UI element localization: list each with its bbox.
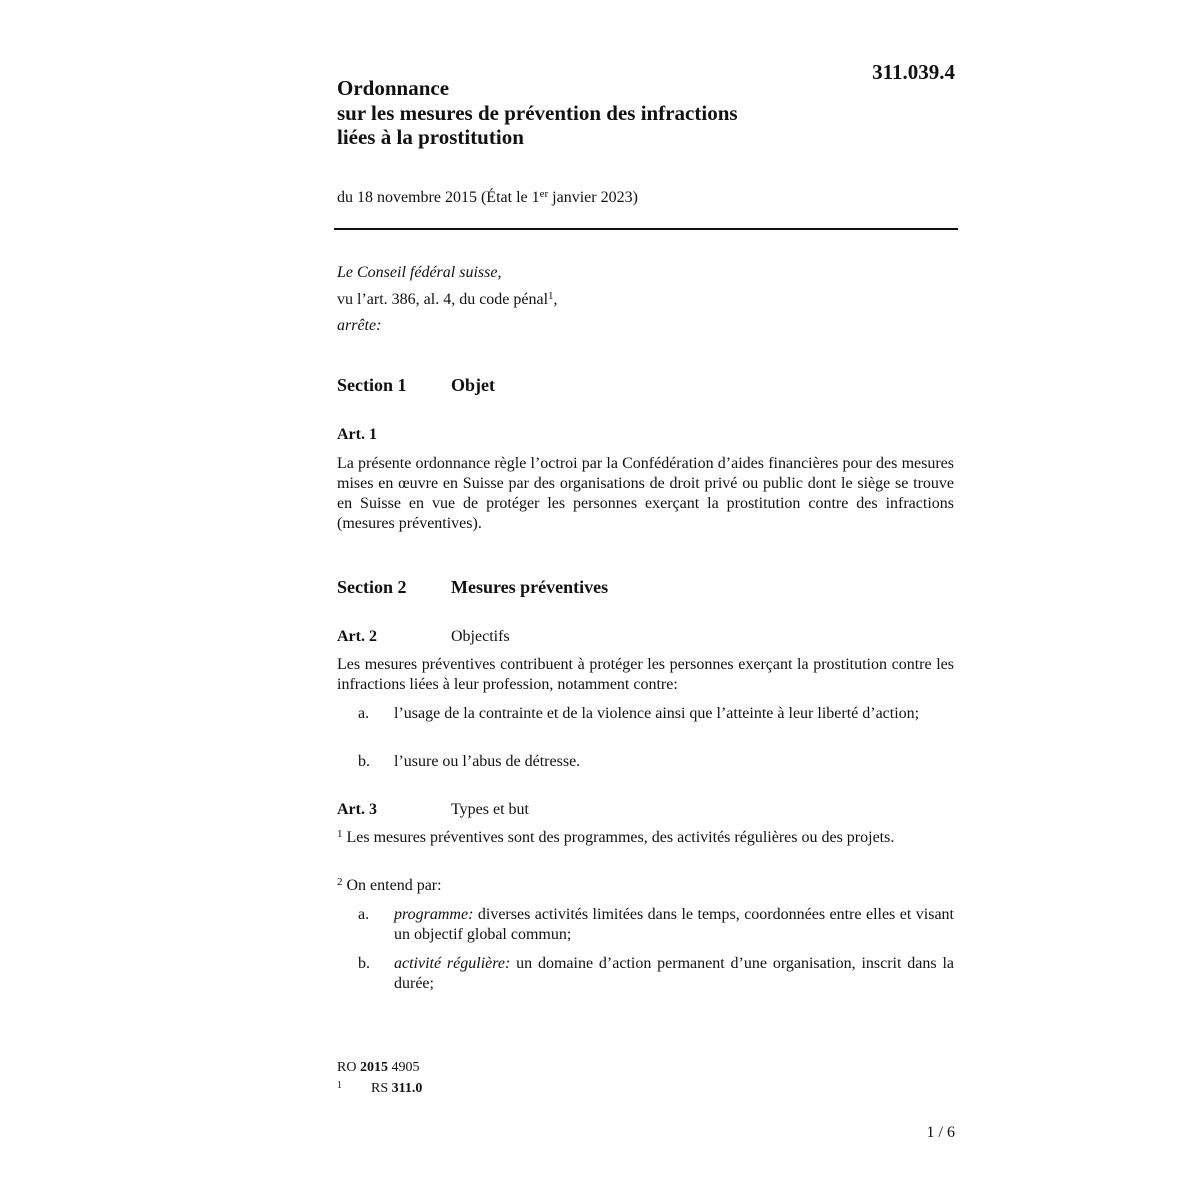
- art-3-item-a: [337, 905, 954, 945]
- definition-term: activité régulière:: [394, 955, 511, 972]
- section-2-label: Section 2: [337, 577, 407, 597]
- title-line-1: Ordonnance: [337, 76, 450, 100]
- definition-term: programme:: [394, 906, 474, 923]
- document-title: [337, 76, 837, 150]
- list-item-text: [394, 954, 954, 994]
- art-2-heading: [337, 627, 957, 647]
- title-line-3: liées à la prostitution: [337, 125, 524, 149]
- list-item-text: l’usure ou l’abus de détresse.: [394, 753, 581, 770]
- ro-reference: [337, 1057, 419, 1078]
- page-number: 1 / 6: [926, 1124, 955, 1141]
- paragraph-text: On entend par:: [342, 877, 442, 894]
- paragraph-number: 1: [337, 828, 343, 840]
- section-1-label: Section 1: [337, 375, 407, 395]
- footnote-rs-ref[interactable]: 311.0: [391, 1081, 423, 1096]
- paragraph-text: Les mesures préventives sont des programmes, des activités régulières ou des projets.: [342, 829, 895, 846]
- definition-text: un domaine d’action permanent d’une organisation, inscrit dans la durée;: [394, 955, 955, 992]
- art-2-intro: Les mesures préventives contribuent à protéger les personnes exerçant la prostitution contre les infractions liées à leur profession, notamment contre:: [337, 656, 954, 693]
- art-3-item-b: [337, 954, 954, 994]
- preamble-legal-basis-text: vu l’art. 386, al. 4, du code pénal: [337, 290, 549, 308]
- art-3-label: Art. 3: [337, 801, 377, 818]
- art-3-paragraph-1: [337, 828, 954, 848]
- list-letter: a.: [358, 906, 370, 923]
- art-3-heading: [337, 800, 957, 820]
- art-1-heading: [337, 425, 957, 445]
- date-prefix: du 18 novembre 2015 (État le 1: [337, 189, 540, 206]
- art-2-title: Objectifs: [451, 628, 510, 645]
- list-item-text: l’usage de la contrainte et de la violence ainsi que l’atteinte à leur liberté d’action;: [394, 705, 920, 722]
- preamble-legal-basis: [337, 287, 957, 314]
- paragraph-number: 2: [337, 876, 343, 888]
- section-2-title: Mesures préventives: [451, 577, 609, 597]
- list-letter: a.: [358, 705, 370, 722]
- definition-text: diverses activités limitées dans le temps, coordonnées entre elles et visant un objectif global commun;: [394, 906, 954, 943]
- art-2-item-a: [337, 704, 954, 724]
- list-item-text: [394, 905, 954, 945]
- art-1-text: La présente ordonnance règle l’octroi par la Confédération d’aides financières pour des mesures mises en œuvre en Suisse par des organisations de droit privé ou public dont le siège se trouve en Suisse en vue de protéger les personnes exerçant la prostitution contre des infractions (mesures préventives).: [337, 455, 954, 532]
- section-2-heading: [337, 576, 957, 598]
- art-1-label: Art. 1: [337, 426, 377, 443]
- art-3-paragraph-2: [337, 876, 954, 896]
- art-2-label: Art. 2: [337, 628, 377, 645]
- preamble-legal-basis-end: ,: [553, 290, 558, 308]
- footnote-prefix: RS: [371, 1081, 392, 1096]
- ro-page: 4905: [387, 1060, 420, 1075]
- section-1-heading: [337, 374, 957, 396]
- section-1-title: Objet: [451, 375, 495, 395]
- preamble: [337, 260, 957, 340]
- art-3-title: Types et but: [451, 801, 529, 818]
- list-letter: b.: [358, 753, 370, 770]
- title-line-2: sur les mesures de prévention des infractions: [337, 100, 738, 125]
- footnote-1: 1 RS 311.0: [337, 1080, 423, 1096]
- date-suffix: janvier 2023): [548, 189, 638, 206]
- date-superscript: er: [539, 188, 549, 200]
- list-letter: b.: [358, 955, 370, 972]
- date-line: [337, 188, 638, 208]
- ro-year: 2015: [359, 1060, 388, 1075]
- preamble-authority: Le Conseil fédéral suisse,: [337, 264, 502, 281]
- sr-number: 311.039.4: [872, 60, 955, 84]
- footnote-ref-1[interactable]: 1: [548, 289, 554, 302]
- ro-prefix: RO: [337, 1060, 360, 1075]
- header-divider: [334, 228, 958, 230]
- art-2-item-b: [337, 752, 954, 772]
- preamble-decree: arrête:: [337, 317, 382, 334]
